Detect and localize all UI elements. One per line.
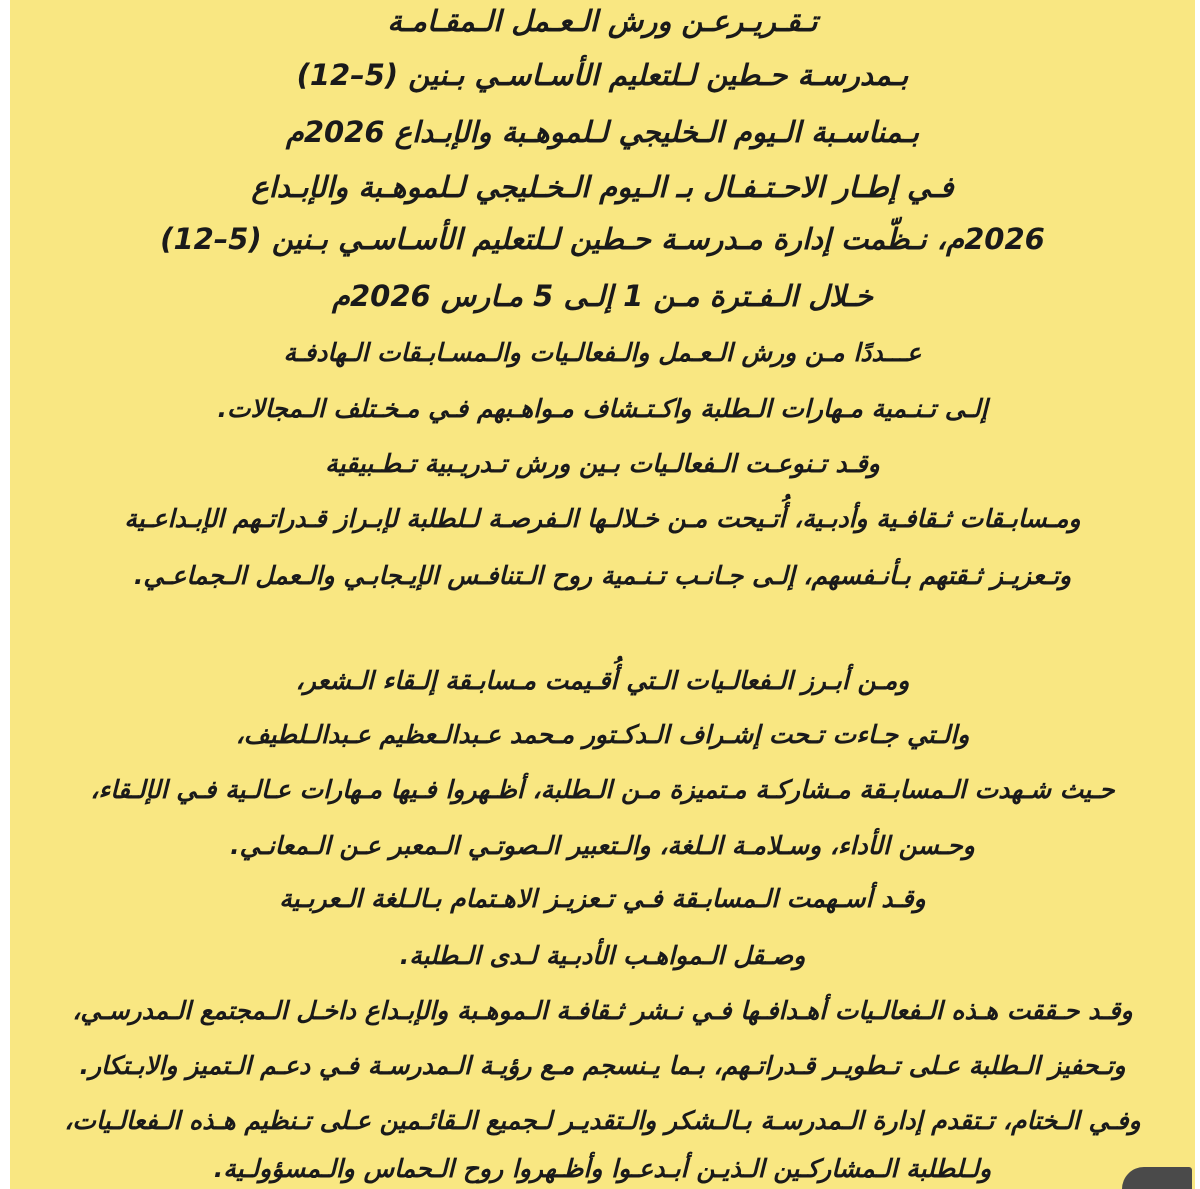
body-line: حـيث شـهدت الـمسابـقة مـشاركـة مـتميزة مـن الـطلبة، أظـهروا فـيها مـهارات عـالـية فـي الإلـقاء،	[90, 775, 1115, 804]
corner-overlay	[1122, 1167, 1192, 1189]
body-line: وحـسن الأداء، وسـلامـة الـلغة، والـتعبير الـصوتـي الـمعبر عـن الـمعانـي.	[230, 831, 975, 860]
occasion-line: بـمناسـبة الـيوم الـخليجي لـلموهـبة والإبـداع 2026م	[285, 115, 920, 149]
intro-line: خـلال الـفـترة مـن 1 إلـى 5 مـارس 2026م	[332, 279, 873, 313]
intro-line: وتـعزيـز ثـقتهم بـأنـفسهم، إلـى جـانـب تـنـمية روح الـتنافـس الإيـجابـي والـعمل الـجماعـي.	[133, 561, 1072, 590]
intro-line: 2026م، نـظّمت إدارة مـدرسـة حـطين لـلتعليم الأسـاسـي بـنين (5–12)	[160, 222, 1045, 256]
body-line: والـتي جـاءت تـحت إشـراف الـدكـتور مـحمد عـبدالـعظيم عـبدالـلطيف،	[235, 720, 970, 749]
body-line: وتـحفيز الـطلبة عـلى تـطويـر قـدراتـهم، بـما يـنسجم مـع رؤيـة الـمدرسـة فـي دعـم الـتميز والابـتكار.	[79, 1051, 1126, 1080]
intro-line: فـي إطـار الاحـتـفـال بـ الـيوم الـخـليجي لـلموهـبة والإبـداع	[251, 170, 954, 204]
report-page	[10, 0, 1195, 1189]
body-line: وفـي الـختام، تـتقدم إدارة الـمدرسـة بـالـشكر والـتقديـر لـجميع الـقائـمين عـلى تـنظيم هـذه الـفعالـيات،	[64, 1106, 1141, 1135]
body-line: وصـقل الـمواهـب الأدبـية لـدى الـطلبة.	[399, 941, 806, 970]
body-line: وقـد حـققت هـذه الـفعالـيات أهـدافـها فـي نـشر ثـقافـة الـموهـبة والإبـداع داخـل الـمجتمع الـمدرسـي،	[72, 996, 1133, 1025]
body-line: وقـد أسـهمت الـمسابـقة فـي تـعزيـز الاهـتمام بـالـلغة الـعربـية	[279, 884, 926, 913]
body-line: ولـلطلبة الـمشاركـين الـذيـن أبـدعـوا وأظـهروا روح الـحماس والـمسؤولـية.	[213, 1154, 992, 1183]
intro-line: ومـسابـقات ثـقافـية وأدبـية، أُتـيحت مـن خـلالـها الـفرصـة لـلطلبة لإبـراز قـدراتـهم الإبـداعـية	[124, 504, 1081, 533]
intro-line: إلـى تـنـمية مـهارات الـطلبة واكـتـشاف مـواهـبهم فـي مـخـتلف الـمجالات.	[217, 394, 988, 423]
body-line: ومـن أبـرز الـفعالـيات الـتي أُقـيمت مـسابـقة إلـقاء الـشعر،	[295, 666, 910, 695]
intro-line: عـــددًا مـن ورش الـعـمل والـفعالـيات والـمسـابـقات الـهادفـة	[283, 338, 922, 367]
intro-line: وقـد تـنوعـت الـفعالـيات بـين ورش تـدريـبية تـطـبيقية	[325, 449, 880, 478]
report-title: تـقـريـرعـن ورش الـعـمل الـمقـامـة	[387, 4, 818, 38]
school-name-line: بـمدرسـة حـطين لـلتعليم الأسـاسـي بـنين (5–12)	[296, 58, 909, 92]
